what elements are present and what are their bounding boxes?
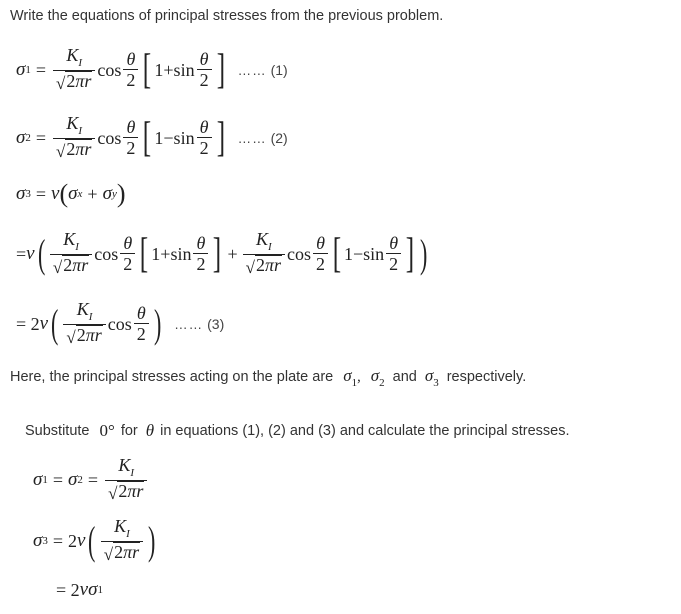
intro-text: Write the equations of principal stresses from the previous problem. [10,8,444,24]
equation-sigma2: σ 2 = $K_I$ √ 2πr cos $\frac{\theta}{2}$ [ 1−sin $\frac{\theta}{2}$ ] …… (2) [16,113,288,161]
equation-sigma3-simplified: = 2 ν ( $K_I$ √ 2πr cos $\frac{\theta}{2}$ ) …… (3) [16,299,225,347]
equation-2-tag: (2) [270,130,288,146]
result-sigma3: σ 3 = 2 ν ( $K_I$ √ 2πr ) [33,516,156,564]
equation-sigma3-definition: σ 3 = ν ( σ x + σ y ) [16,179,126,208]
substitution-instruction: Substitute 0° for θ in equations (1), (2) and (3) and calculate the principal stresses. [25,421,570,440]
equation-sigma1: σ 1 = $K_I$ √ 2πr cos $\frac{\theta}{2}$ [ 1+sin $\frac{\theta}{2}$ ] …… (1) [16,45,288,93]
equation-sigma3-expanded: = ν ( $K_I$ √ 2πr cos $\frac{\theta}{2}$ [ 1+sin $\frac{\theta}{2}$ ] + $K_I$ √ 2πr cos $\frac{\theta}{2}$ [ 1−sin $\frac{\theta}{2}$ ] ) [16,229,428,277]
equation-1-tag: (1) [270,62,288,78]
equation-3-tag: (3) [207,316,225,332]
principal-stress-statement: Here, the principal stresses acting on the plate are $\sigma_1$ , $\sigma_2$ and $\sigma_3$ respectively. [10,365,527,389]
result-sigma1-sigma2: σ 1 = σ 2 = $K_I$ √ 2πr [33,452,149,508]
result-sigma3-final: = 2 νσ 1 [56,579,103,600]
